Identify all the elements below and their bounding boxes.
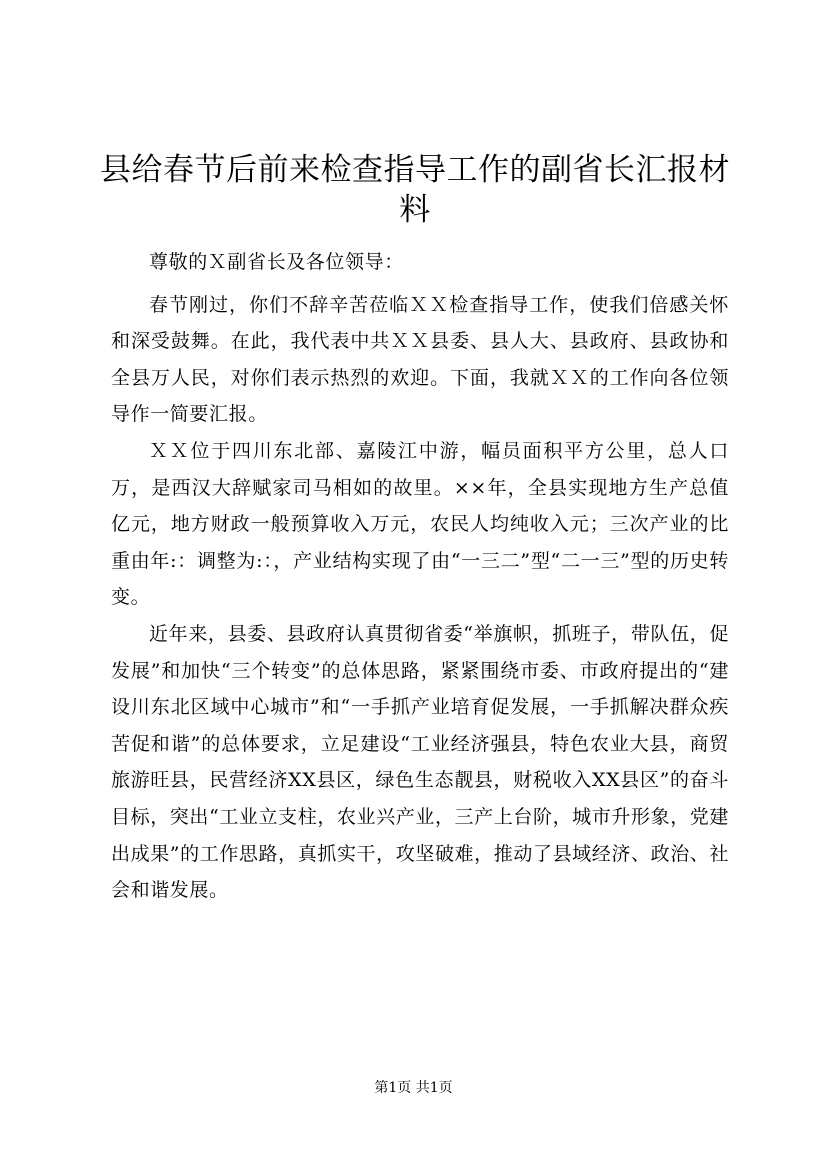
document-title: 县给春节后前来检查指导工作的副省长汇报材料 bbox=[100, 152, 730, 228]
document-body bbox=[111, 244, 729, 909]
salutation-paragraph: 尊敬的Ｘ副省长及各位领导： bbox=[149, 251, 404, 273]
body-paragraph-work-summary: 近年来，县委、县政府认真贯彻省委“举旗帜，抓班子，带队伍，促发展”和加快“三个转变”的总体思路，紧紧围绕市委、市政府提出的“建设川东北区域中心城市”和“一手抓产业培育促发展，一手抓解决群众疾苦促和谐”的总体要求，立足建设“工业经济强县，特色农业大县，商贸旅游旺县，民营经济XX县区，绿色生态靓县，财税收入XX县区”的奋斗目标，突出“工业立支柱，农业兴产业，三产上台阶，城市升形象，党建出成果”的工作思路，真抓实干，攻坚破难，推动了县域经济、政治、社会和谐发展。 bbox=[111, 622, 729, 902]
body-paragraph-intro: 春节刚过，你们不辞辛苦莅临ＸＸ检查指导工作，使我们倍感关怀和深受鼓舞。在此，我代表中共ＸＸ县委、县人大、县政府、县政协和全县万人民，对你们表示热烈的欢迎。下面，我就ＸＸ的工作向各位领导作一简要汇报。 bbox=[111, 293, 729, 426]
body-paragraph-overview: ＸＸ位于四川东北部、嘉陵江中游，幅员面积平方公里，总人口万，是西汉大辞赋家司马相如的故里。××年，全县实现地方生产总值亿元，地方财政一般预算收入万元，农民人均纯收入元；三次产业的比重由年:：调整为:：，产业结构实现了由“一三二”型“二一三”型的历史转变。 bbox=[111, 439, 729, 609]
page-footer: 第1页 共1页 bbox=[374, 1080, 453, 1096]
